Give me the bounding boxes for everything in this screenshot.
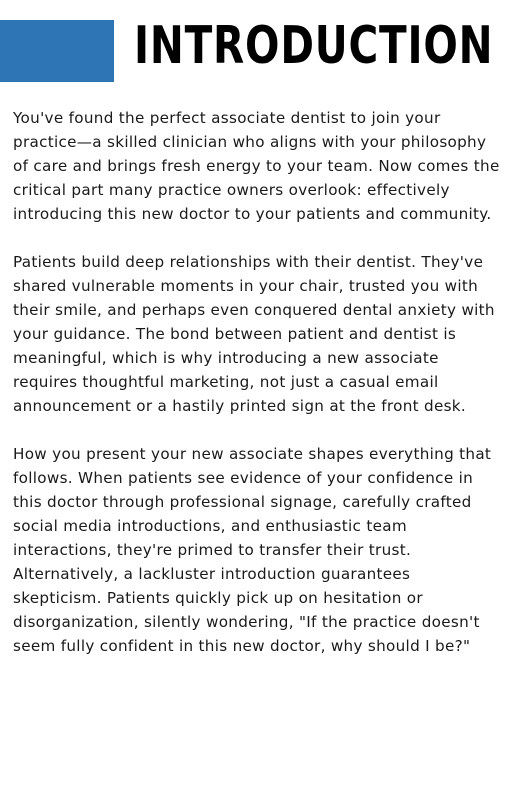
- page-title: INTRODUCTION: [134, 16, 494, 76]
- body-text: [13, 106, 501, 682]
- paragraph-3: How you present your new associate shapes everything that follows. When patients see evidence of your confidence in this doctor through professional signage, carefully crafted social media introductions, and enthusiastic team interactions, they're primed to transfer their trust. Alternatively, a lackluster introduction guarantees skepticism. Patients quickly pick up on hesitation or disorganization, silently wondering, "If the practice doesn't seem fully confident in this new doctor, why should I be?": [13, 445, 492, 655]
- paragraph-2: Patients build deep relationships with their dentist. They've shared vulnerable moments in your chair, trusted you with their smile, and perhaps even conquered dental anxiety with your guidance. The bond between patient and dentist is meaningful, which is why introducing a new associate requires thoughtful marketing, not just a casual email announcement or a hastily printed sign at the front desk.: [13, 253, 495, 415]
- accent-bar: [0, 20, 114, 82]
- paragraph-1: You've found the perfect associate dentist to join your practice—a skilled clinician who aligns with your philosophy of care and brings fresh energy to your team. Now comes the critical part many practice owners overlook: effectively introducing this new doctor to your patients and community.: [13, 109, 500, 223]
- page-header: [0, 0, 512, 100]
